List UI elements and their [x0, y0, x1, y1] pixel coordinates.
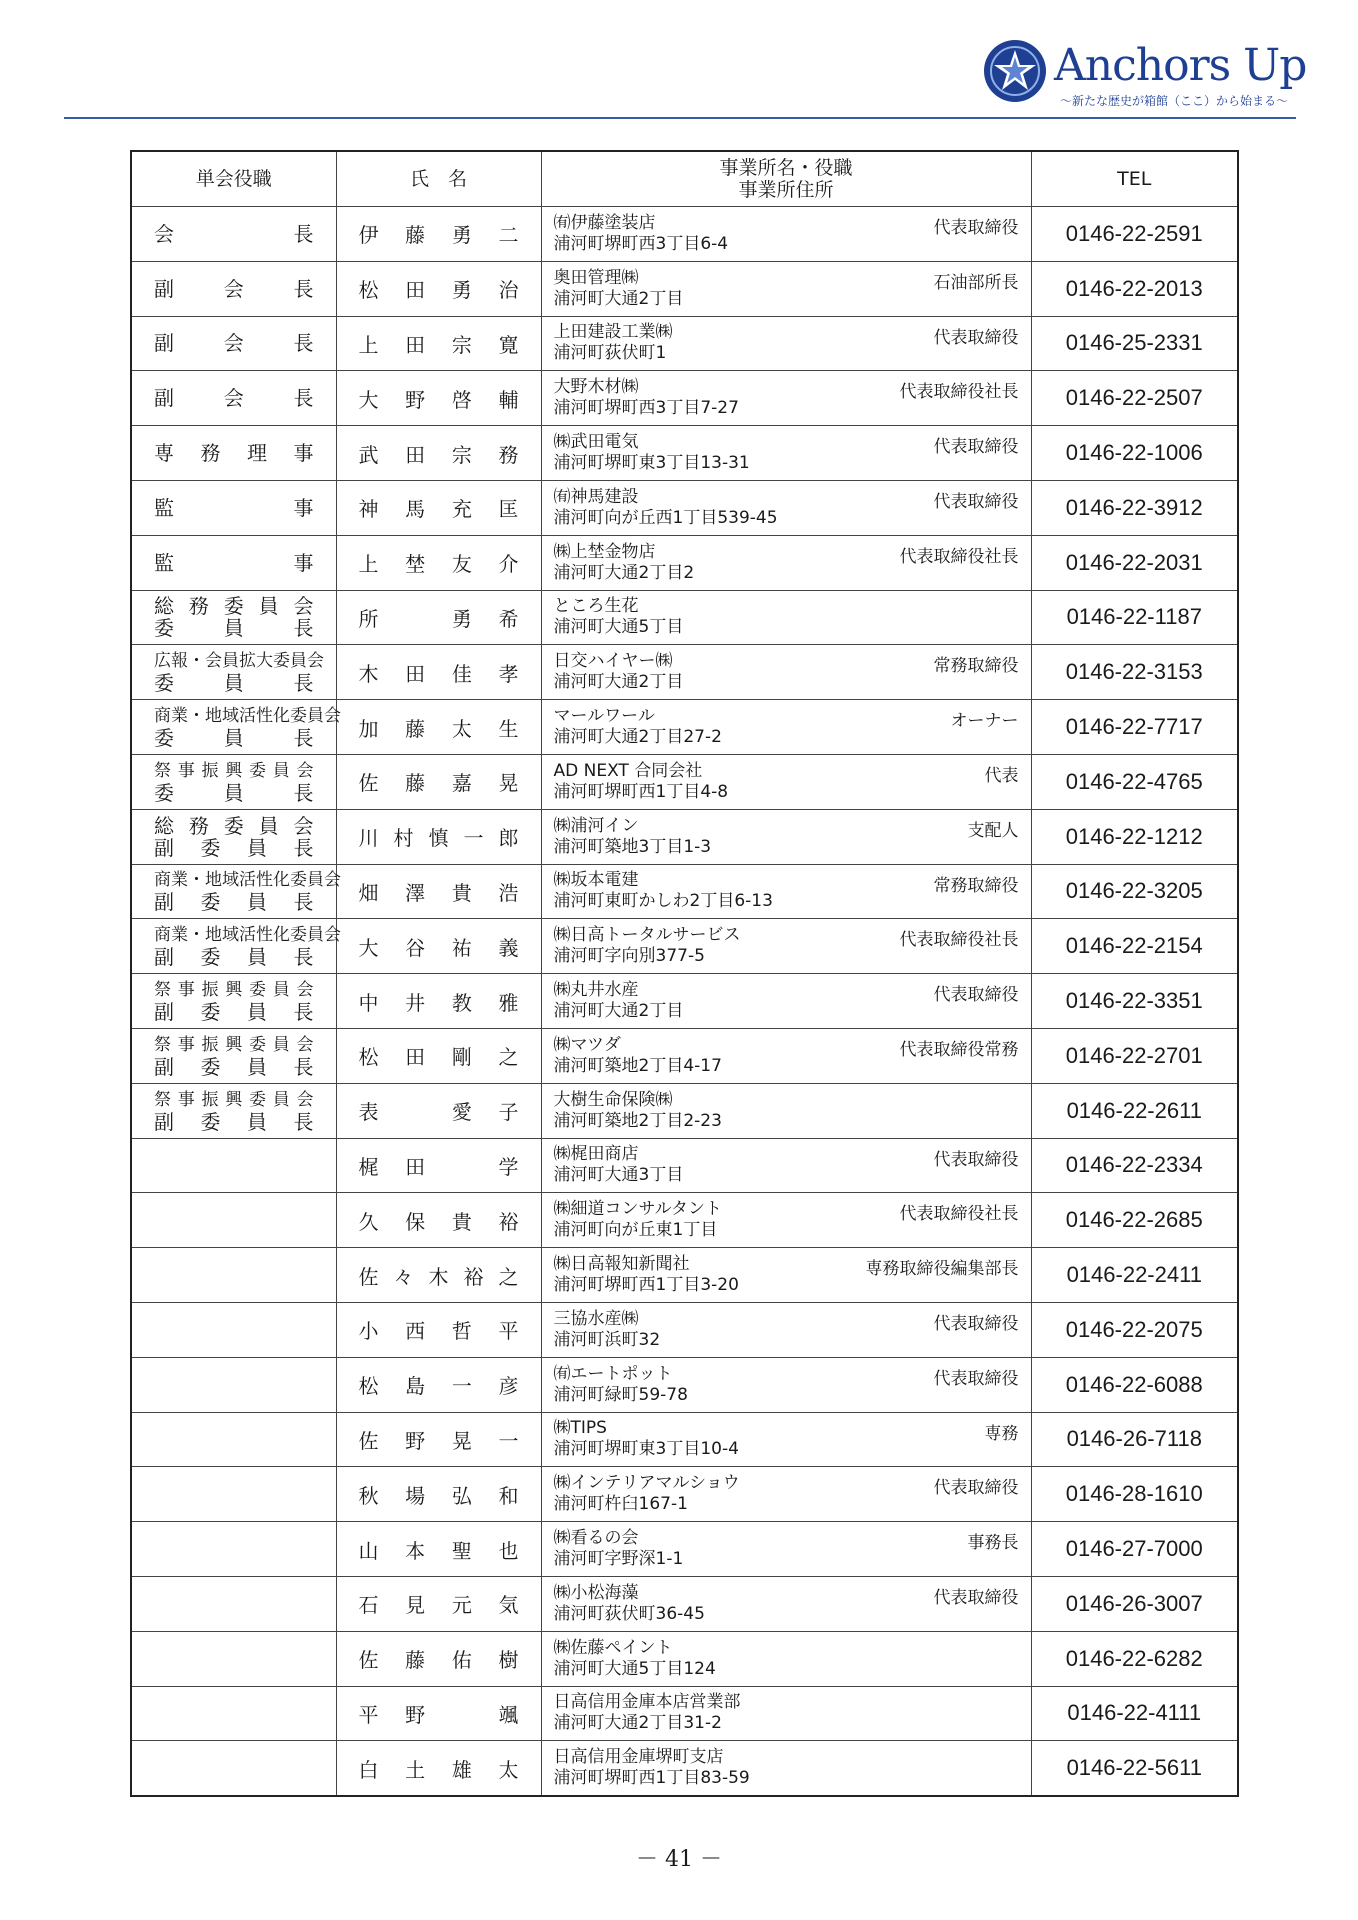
member-name: 山本聖也	[336, 1522, 541, 1577]
company-name: ㈱日高報知新聞社	[553, 1254, 690, 1275]
role-line: 委員長	[154, 726, 314, 751]
role-cell	[131, 480, 336, 535]
role-cell	[131, 864, 341, 919]
phone-number: 0146-22-2075	[1031, 1302, 1238, 1357]
member-name: 石見元気	[336, 1576, 541, 1631]
company-address: 浦河町築地2丁目2-23	[553, 1110, 722, 1131]
role-cell	[131, 919, 341, 974]
role-line: 委員長	[154, 671, 314, 696]
company-address: 浦河町荻伏町36-45	[553, 1603, 705, 1624]
role-line: 商業・地域活性化委員会	[154, 925, 341, 946]
job-title: 代表取締役	[933, 1313, 1019, 1334]
member-table	[130, 150, 1239, 1797]
company-name: ㈱浦河イン	[553, 815, 639, 836]
role-cell	[131, 809, 336, 864]
table-row	[131, 1522, 1238, 1577]
company-address: 浦河町大通2丁目	[553, 1001, 684, 1022]
role-wrap	[154, 371, 314, 425]
phone-number: 0146-22-2685	[1031, 1193, 1238, 1248]
company-name: ㈱佐藤ペイント	[553, 1637, 673, 1658]
role-cell	[131, 1138, 336, 1193]
role-line: 会 長	[154, 221, 314, 246]
company-address: 浦河町東町かしわ2丁目6-13	[553, 891, 773, 912]
business-cell	[541, 1302, 1031, 1357]
phone-number: 0146-22-5611	[1031, 1741, 1238, 1796]
business-cell	[541, 1138, 1031, 1193]
role-cell	[131, 426, 336, 481]
role-cell	[131, 1357, 336, 1412]
company-address: 浦河町堺町西1丁目3-20	[553, 1275, 739, 1296]
table-row	[131, 1686, 1238, 1741]
table-row	[131, 1741, 1238, 1796]
company-address: 浦河町堺町東3丁目13-31	[553, 453, 750, 474]
role-cell	[131, 1741, 336, 1796]
role-wrap	[154, 1741, 314, 1795]
business-cell	[541, 535, 1031, 590]
business-cell	[541, 919, 1031, 974]
company-address: 浦河町堺町西3丁目6-4	[553, 233, 729, 254]
job-title: 代表取締役	[933, 327, 1019, 348]
company-name: マールワール	[553, 706, 655, 727]
member-name: 上埜友介	[336, 535, 541, 590]
role-line: 広報・会員拡大委員会	[154, 651, 324, 672]
job-title: 専務取締役編集部長	[865, 1259, 1019, 1280]
table-row	[131, 1302, 1238, 1357]
role-line: 専務理事	[154, 441, 314, 466]
role-wrap	[154, 481, 314, 535]
table-row	[131, 207, 1238, 262]
role-wrap	[154, 974, 314, 1028]
logo-title: Anchors Up	[1054, 40, 1307, 91]
company-address: 浦河町堺町東3丁目10-4	[553, 1439, 739, 1460]
job-title: 常務取締役	[933, 875, 1019, 896]
phone-number: 0146-22-2611	[1031, 1083, 1238, 1138]
business-cell	[541, 1576, 1031, 1631]
company-name: ㈱丸井水産	[553, 980, 639, 1001]
role-wrap	[154, 1358, 314, 1412]
member-name: 畑澤貴浩	[336, 864, 541, 919]
business-cell	[541, 1412, 1031, 1467]
member-name: 佐野晃一	[336, 1412, 541, 1467]
company-name: ㈱細道コンサルタント	[553, 1199, 722, 1220]
role-wrap	[154, 591, 314, 645]
member-name: 梶田 学	[336, 1138, 541, 1193]
table-row	[131, 261, 1238, 316]
business-cell	[541, 1741, 1031, 1796]
company-address: 浦河町向が丘東1丁目	[553, 1220, 718, 1241]
member-name: 佐藤嘉晃	[336, 754, 541, 809]
role-cell	[131, 700, 341, 755]
company-address: 浦河町築地2丁目4-17	[553, 1055, 722, 1076]
role-wrap	[154, 1139, 314, 1193]
table-row	[131, 1193, 1238, 1248]
company-name: ㈲エートポット	[553, 1363, 673, 1384]
job-title: 代表取締役社長	[899, 546, 1019, 567]
role-cell	[131, 754, 336, 809]
table-row	[131, 371, 1238, 426]
role-cell	[131, 316, 336, 371]
header-business	[541, 151, 1031, 207]
phone-number: 0146-22-4111	[1031, 1686, 1238, 1741]
job-title: 代表取締役常務	[899, 1039, 1019, 1060]
role-wrap	[154, 207, 314, 261]
phone-number: 0146-22-1006	[1031, 426, 1238, 481]
role-cell	[131, 1412, 336, 1467]
company-name: ㈱梶田商店	[553, 1144, 639, 1165]
table-row	[131, 754, 1238, 809]
company-address: 浦河町杵臼167-1	[553, 1494, 688, 1515]
member-name: 伊藤勇二	[336, 207, 541, 262]
role-line: 副委員長	[154, 1000, 314, 1025]
role-line: 副委員長	[154, 945, 314, 970]
role-cell	[131, 1576, 336, 1631]
business-cell	[541, 426, 1031, 481]
job-title: オーナー	[950, 711, 1019, 732]
phone-number: 0146-22-1187	[1031, 590, 1238, 645]
member-name: 所 勇希	[336, 590, 541, 645]
role-wrap	[154, 1577, 314, 1631]
company-name: ㈱インテリアマルショウ	[553, 1473, 740, 1494]
role-line: 委員長	[154, 616, 314, 641]
phone-number: 0146-22-2154	[1031, 919, 1238, 974]
table-row	[131, 1357, 1238, 1412]
role-wrap	[154, 1193, 314, 1247]
member-name: 小西哲平	[336, 1302, 541, 1357]
job-title: 代表取締役	[933, 985, 1019, 1006]
job-title: 石油部所長	[933, 272, 1019, 293]
company-name: 日交ハイヤー㈱	[553, 651, 673, 672]
role-line: 総務委員会	[154, 594, 314, 619]
role-wrap	[154, 1084, 314, 1138]
role-wrap	[154, 865, 341, 919]
company-address: 浦河町浜町32	[553, 1329, 661, 1350]
table-header-row	[131, 151, 1238, 207]
company-name: ㈱マツダ	[553, 1034, 621, 1055]
business-cell	[541, 974, 1031, 1029]
role-cell	[131, 645, 336, 700]
member-name: 松田勇治	[336, 261, 541, 316]
role-line: 祭事振興委員会	[154, 980, 314, 1001]
role-line: 副会長	[154, 331, 314, 356]
role-wrap	[154, 700, 341, 754]
company-address: 浦河町字向別377-5	[553, 946, 705, 967]
phone-number: 0146-22-3205	[1031, 864, 1238, 919]
table-row	[131, 1083, 1238, 1138]
job-title: 事務長	[967, 1533, 1019, 1554]
company-address: 浦河町大通5丁目	[553, 617, 684, 638]
table-row	[131, 1138, 1238, 1193]
role-cell	[131, 1028, 336, 1083]
phone-number: 0146-22-3912	[1031, 480, 1238, 535]
member-name: 大野啓輔	[336, 371, 541, 426]
header-name: 氏 名	[336, 151, 541, 207]
business-cell	[541, 1193, 1031, 1248]
role-wrap	[154, 1303, 314, 1357]
member-name: 松田剛之	[336, 1028, 541, 1083]
business-cell	[541, 1248, 1031, 1303]
role-line: 副会長	[154, 386, 314, 411]
phone-number: 0146-22-3351	[1031, 974, 1238, 1029]
job-title: 代表取締役	[933, 491, 1019, 512]
member-name: 秋場弘和	[336, 1467, 541, 1522]
member-name: 神馬充匡	[336, 480, 541, 535]
company-address: 浦河町大通3丁目	[553, 1165, 684, 1186]
business-cell	[541, 645, 1031, 700]
role-wrap	[154, 1029, 314, 1083]
company-name: ㈲伊藤塗装店	[553, 212, 656, 233]
business-cell	[541, 1028, 1031, 1083]
role-line: 副委員長	[154, 890, 314, 915]
role-wrap	[154, 262, 314, 316]
role-line: 祭事振興委員会	[154, 760, 314, 781]
role-cell	[131, 1302, 336, 1357]
company-name: ㈲神馬建設	[553, 486, 639, 507]
business-cell	[541, 316, 1031, 371]
business-cell	[541, 864, 1031, 919]
company-address: 浦河町大通2丁目	[553, 288, 684, 309]
role-cell	[131, 371, 336, 426]
business-cell	[541, 261, 1031, 316]
table-body	[131, 207, 1238, 1797]
job-title: 代表取締役	[933, 1368, 1019, 1389]
company-name: ㈱看るの会	[553, 1528, 639, 1549]
company-name: ㈱日高トータルサービス	[553, 925, 741, 946]
member-name: 中井教雅	[336, 974, 541, 1029]
company-address: 浦河町荻伏町1	[553, 343, 667, 364]
role-line: 副委員長	[154, 1109, 314, 1134]
member-name: 松島一彦	[336, 1357, 541, 1412]
member-name: 大谷祐義	[336, 919, 541, 974]
role-wrap	[154, 317, 314, 371]
table-row	[131, 1028, 1238, 1083]
role-wrap	[154, 536, 314, 590]
role-wrap	[154, 755, 314, 809]
role-cell	[131, 1083, 336, 1138]
job-title: 専務	[984, 1423, 1019, 1444]
role-line: 祭事振興委員会	[154, 1089, 314, 1110]
job-title: 代表取締役	[933, 1478, 1019, 1499]
phone-number: 0146-22-2411	[1031, 1248, 1238, 1303]
role-line: 監 事	[154, 550, 314, 575]
table-row	[131, 864, 1238, 919]
role-cell	[131, 1467, 336, 1522]
table-row	[131, 809, 1238, 864]
table-row	[131, 919, 1238, 974]
phone-number: 0146-25-2331	[1031, 316, 1238, 371]
brand-logo	[982, 38, 1307, 114]
phone-number: 0146-26-3007	[1031, 1576, 1238, 1631]
phone-number: 0146-22-6282	[1031, 1631, 1238, 1686]
role-wrap	[154, 810, 314, 864]
phone-number: 0146-28-1610	[1031, 1467, 1238, 1522]
role-cell	[131, 1522, 336, 1577]
phone-number: 0146-22-1212	[1031, 809, 1238, 864]
business-cell	[541, 207, 1031, 262]
job-title: 代表取締役社長	[899, 382, 1019, 403]
table-row	[131, 316, 1238, 371]
table-row	[131, 1248, 1238, 1303]
role-cell	[131, 261, 336, 316]
company-name: 大野木材㈱	[553, 377, 639, 398]
table-row	[131, 645, 1238, 700]
page-number: － 41 －	[636, 1847, 722, 1872]
business-cell	[541, 1522, 1031, 1577]
business-cell	[541, 590, 1031, 645]
role-wrap	[154, 426, 314, 480]
job-title: 常務取締役	[933, 656, 1019, 677]
company-address: 浦河町向が丘西1丁目539-45	[553, 507, 778, 528]
job-title: 代表取締役	[933, 437, 1019, 458]
role-wrap	[154, 919, 341, 973]
phone-number: 0146-22-7717	[1031, 700, 1238, 755]
company-name: 上田建設工業㈱	[553, 322, 673, 343]
phone-number: 0146-22-2507	[1031, 371, 1238, 426]
company-address: 浦河町堺町西1丁目4-8	[553, 781, 729, 802]
company-name: ㈱武田電気	[553, 432, 639, 453]
member-name: 平野 颯	[336, 1686, 541, 1741]
business-cell	[541, 1083, 1031, 1138]
member-name: 木田佳孝	[336, 645, 541, 700]
company-name: AD NEXT 合同会社	[553, 760, 703, 781]
anchor-emblem-icon	[982, 38, 1048, 104]
role-cell	[131, 1248, 336, 1303]
phone-number: 0146-22-2013	[1031, 261, 1238, 316]
company-address: 浦河町大通5丁目124	[553, 1658, 716, 1679]
role-line: 祭事振興委員会	[154, 1034, 314, 1055]
company-address: 浦河町堺町西1丁目83-59	[553, 1768, 750, 1789]
header-role: 単会役職	[131, 151, 336, 207]
table-row	[131, 1412, 1238, 1467]
business-cell	[541, 754, 1031, 809]
member-name: 佐藤佑樹	[336, 1631, 541, 1686]
table-row	[131, 590, 1238, 645]
company-address: 浦河町堺町西3丁目7-27	[553, 398, 739, 419]
phone-number: 0146-22-2591	[1031, 207, 1238, 262]
company-name: 奥田管理㈱	[553, 267, 639, 288]
member-name: 表 愛子	[336, 1083, 541, 1138]
role-line: 総務委員会	[154, 813, 314, 838]
role-wrap	[154, 1687, 314, 1741]
role-wrap	[154, 1632, 314, 1686]
role-line: 副委員長	[154, 1054, 314, 1079]
member-name: 川村慎一郎	[336, 809, 541, 864]
company-name: ㈱小松海藻	[553, 1582, 639, 1603]
role-cell	[131, 1686, 336, 1741]
job-title: 代表	[984, 765, 1019, 786]
phone-number: 0146-27-7000	[1031, 1522, 1238, 1577]
job-title: 支配人	[967, 820, 1019, 841]
business-cell	[541, 809, 1031, 864]
table-row	[131, 426, 1238, 481]
phone-number: 0146-26-7118	[1031, 1412, 1238, 1467]
role-cell	[131, 590, 336, 645]
header-tel: TEL	[1031, 151, 1238, 207]
table-row	[131, 1467, 1238, 1522]
phone-number: 0146-22-4765	[1031, 754, 1238, 809]
table-row	[131, 480, 1238, 535]
job-title: 代表取締役社長	[899, 930, 1019, 951]
company-name: 日高信用金庫本店営業部	[553, 1692, 741, 1713]
phone-number: 0146-22-2031	[1031, 535, 1238, 590]
business-cell	[541, 480, 1031, 535]
company-address: 浦河町大通2丁目27-2	[553, 727, 722, 748]
role-wrap	[154, 1413, 314, 1467]
business-cell	[541, 1631, 1031, 1686]
role-wrap	[154, 645, 324, 699]
role-cell	[131, 974, 336, 1029]
phone-number: 0146-22-2334	[1031, 1138, 1238, 1193]
member-name: 佐々木裕之	[336, 1248, 541, 1303]
role-cell	[131, 207, 336, 262]
member-name: 久保貴裕	[336, 1193, 541, 1248]
member-name: 白土雄太	[336, 1741, 541, 1796]
table-row	[131, 535, 1238, 590]
table-row	[131, 700, 1238, 755]
header-rule	[64, 117, 1296, 119]
role-cell	[131, 1193, 336, 1248]
role-wrap	[154, 1467, 314, 1521]
phone-number: 0146-22-6088	[1031, 1357, 1238, 1412]
job-title: 代表取締役	[933, 1149, 1019, 1170]
company-address: 浦河町大通2丁目	[553, 672, 684, 693]
member-name: 上田宗寛	[336, 316, 541, 371]
company-name: ところ生花	[553, 596, 639, 617]
job-title: 代表取締役	[933, 1587, 1019, 1608]
phone-number: 0146-22-3153	[1031, 645, 1238, 700]
role-line: 商業・地域活性化委員会	[154, 870, 341, 891]
header-business-line2: 事業所住所	[738, 179, 834, 201]
business-cell	[541, 371, 1031, 426]
role-cell	[131, 1631, 336, 1686]
job-title: 代表取締役	[933, 218, 1019, 238]
company-address: 浦河町大通2丁目31-2	[553, 1713, 722, 1734]
role-line: 商業・地域活性化委員会	[154, 706, 341, 727]
role-line: 副委員長	[154, 835, 314, 860]
role-line: 委員長	[154, 780, 314, 805]
company-name: 三協水産㈱	[553, 1308, 639, 1329]
member-name: 武田宗務	[336, 426, 541, 481]
company-name: 大樹生命保険㈱	[553, 1089, 673, 1110]
header-business-line1: 事業所名・役職	[719, 157, 853, 179]
role-wrap	[154, 1522, 314, 1576]
table-row	[131, 1631, 1238, 1686]
company-name: ㈱TIPS	[553, 1418, 607, 1439]
company-name: 日高信用金庫堺町支店	[553, 1747, 724, 1768]
table-row	[131, 1576, 1238, 1631]
role-wrap	[154, 1248, 314, 1302]
business-cell	[541, 1467, 1031, 1522]
role-line: 監 事	[154, 495, 314, 520]
company-address: 浦河町築地3丁目1-3	[553, 836, 712, 857]
table-row	[131, 974, 1238, 1029]
company-name: ㈱坂本電建	[553, 870, 639, 891]
job-title: 代表取締役社長	[899, 1204, 1019, 1225]
role-line: 副会長	[154, 276, 314, 301]
member-name: 加藤太生	[336, 700, 541, 755]
phone-number: 0146-22-2701	[1031, 1028, 1238, 1083]
company-address: 浦河町大通2丁目2	[553, 562, 695, 583]
business-cell	[541, 700, 1031, 755]
company-name: ㈱上埜金物店	[553, 541, 656, 562]
company-address: 浦河町緑町59-78	[553, 1384, 688, 1405]
company-address: 浦河町字野深1-1	[553, 1549, 684, 1570]
business-cell	[541, 1686, 1031, 1741]
role-cell	[131, 535, 336, 590]
logo-subtitle: ～新たな歴史が箱館（ここ）から始まる～	[1060, 94, 1289, 108]
business-cell	[541, 1357, 1031, 1412]
